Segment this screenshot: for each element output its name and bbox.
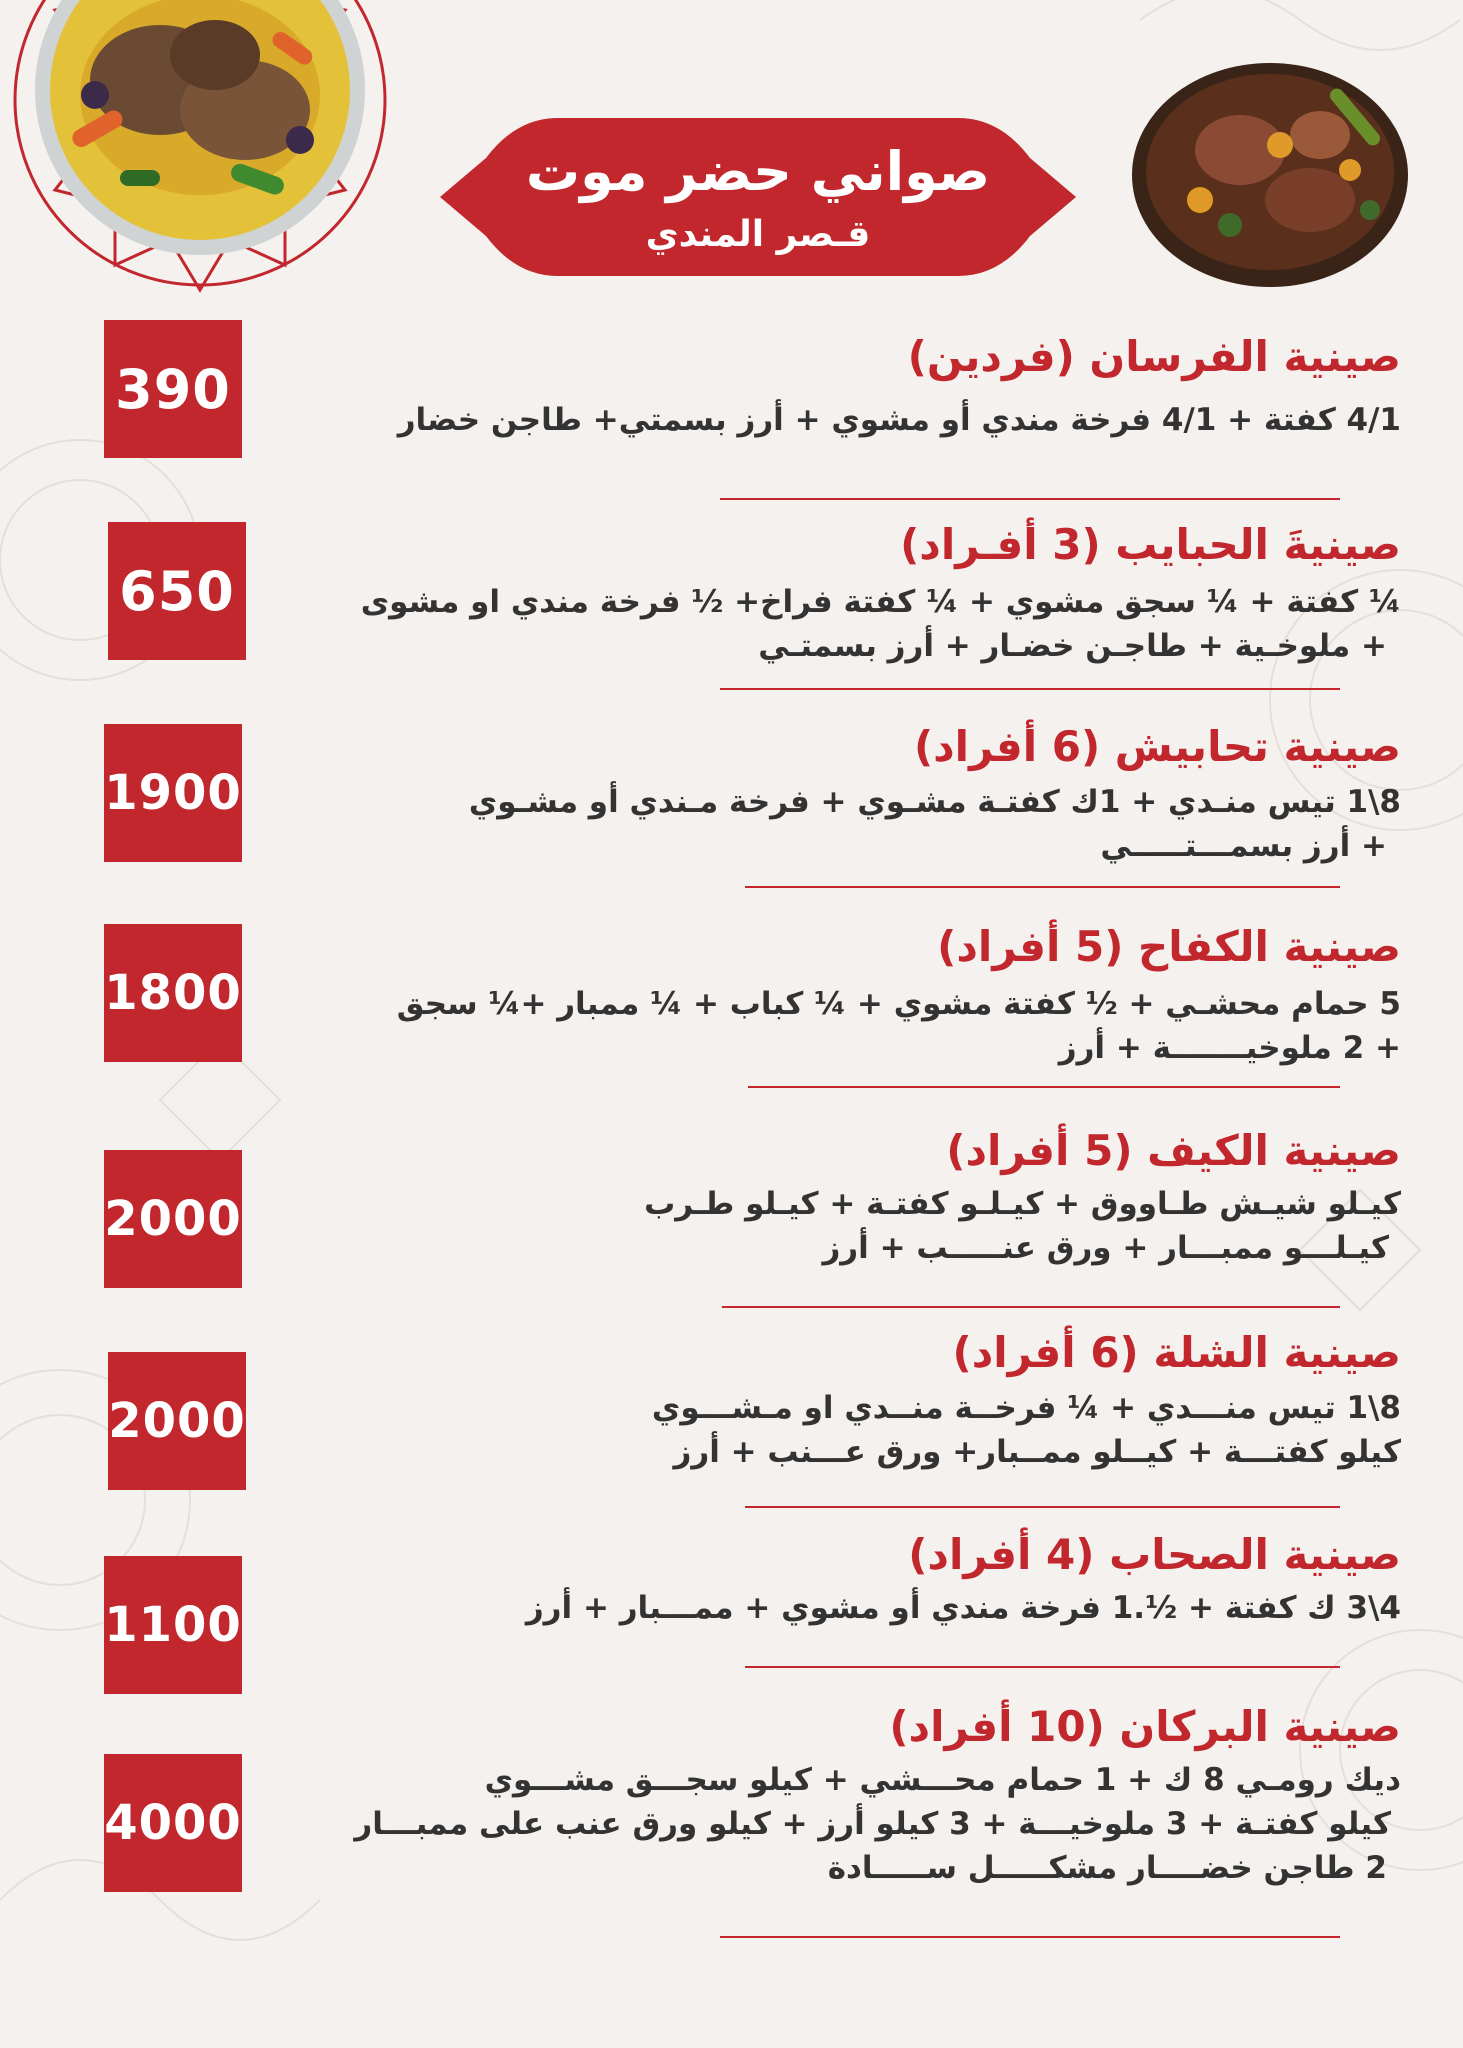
divider [745,1666,1340,1668]
price-badge: 1800 [104,924,242,1062]
price-badge: 2000 [108,1352,246,1490]
price-badge: 1900 [104,724,242,862]
item-description-line: 8\1 تيس منـــدي + ¼ فرخــة منــدي او مـشـــوي [651,1390,1401,1426]
item-title: صينية البركان (10 أفراد) [889,1702,1401,1751]
item-description [281,1386,1401,1474]
item-description-line: 8\1 تيس منـدي + 1ك كفتـة مشـوي + فرخة مـندي أو مشـوي [468,784,1401,820]
price-badge: 4000 [104,1754,242,1892]
item-description-line: 4\3 ك كفتة + ½.1 فرخة مندي أو مشوي + ممـــبار + أرز [525,1590,1401,1626]
item-description-line: ¼ كفتة + ¼ سجق مشوي + ¼ كفتة فراخ+ ½ فرخة مندي او مشوى [360,584,1401,620]
item-description-line: + ملوخـية + طاجـن خضـار + أرز بسمتـي [758,628,1387,664]
item-title: صينية الفرسان (فردين) [907,332,1401,381]
item-title: صينية الكفاح (5 أفراد) [937,922,1401,971]
divider [720,688,1340,690]
price-badge: 650 [108,522,246,660]
item-description-line: كيلو كفتـــة + كيــلو ممــبار+ ورق عـــنب + أرز [673,1434,1401,1470]
item-description-line: 4/1 كفتة + 4/1 فرخة مندي أو مشوي + أرز بسمتي+ طاجن خضار [397,402,1401,438]
price-badge: 2000 [104,1150,242,1288]
item-description [281,1586,1401,1630]
page-title: صواني حضر موت [525,140,991,203]
item-title: صينية تحابيش (6 أفراد) [913,722,1401,771]
item-title: صينية الشلة (6 أفراد) [952,1328,1401,1377]
rice-platter-image [0,0,400,300]
item-description-line: + 2 ملوخيـــــــة + أرز [1058,1030,1401,1066]
price-badge: 390 [104,320,242,458]
item-description [281,982,1401,1070]
divider [720,498,1340,500]
divider [722,1306,1340,1308]
header-banner [440,118,1076,276]
item-description-line: ديك رومـي 8 ك + 1 حمام محـــشي + كيلو سجـــق مشـــوي [484,1762,1401,1798]
divider [745,1506,1340,1508]
divider [748,1086,1340,1088]
item-title: صينية الصحاب (4 أفراد) [908,1530,1401,1579]
item-description-line: 5 حمام محشـي + ½ كفتة مشوي + ¼ كباب + ¼ ممبار +¼ سجق [396,986,1401,1022]
divider [720,1936,1340,1938]
item-description [281,780,1401,868]
item-description-line: كيـلـــو ممبـــار + ورق عنـــــب + أرز [822,1230,1389,1266]
item-description [281,1758,1401,1890]
item-title: صينيةَ الحبايب (3 أفـراد) [900,520,1401,569]
item-description [281,580,1401,668]
item-description-line: 2 طاجن خضــــار مشكـــــل ســـــادة [827,1850,1387,1886]
item-description [281,398,1401,442]
item-description-line: كيـلو شيـش طـاووق + كيـلـو كفتـة + كيـلو طـرب [644,1186,1401,1222]
item-title: صينية الكيف (5 أفراد) [946,1126,1401,1175]
item-description-line: كيلو كفتـة + 3 ملوخيـــة + 3 كيلو أرز + كيلو ورق عنب على ممبـــار [354,1806,1391,1842]
item-description-line: + أرز بسمـــتـــــي [1100,828,1387,864]
chicken-tagine-image [1120,50,1420,300]
restaurant-name: قـصر المندي [645,214,871,255]
item-description [281,1182,1401,1270]
price-badge: 1100 [104,1556,242,1694]
divider [745,886,1340,888]
